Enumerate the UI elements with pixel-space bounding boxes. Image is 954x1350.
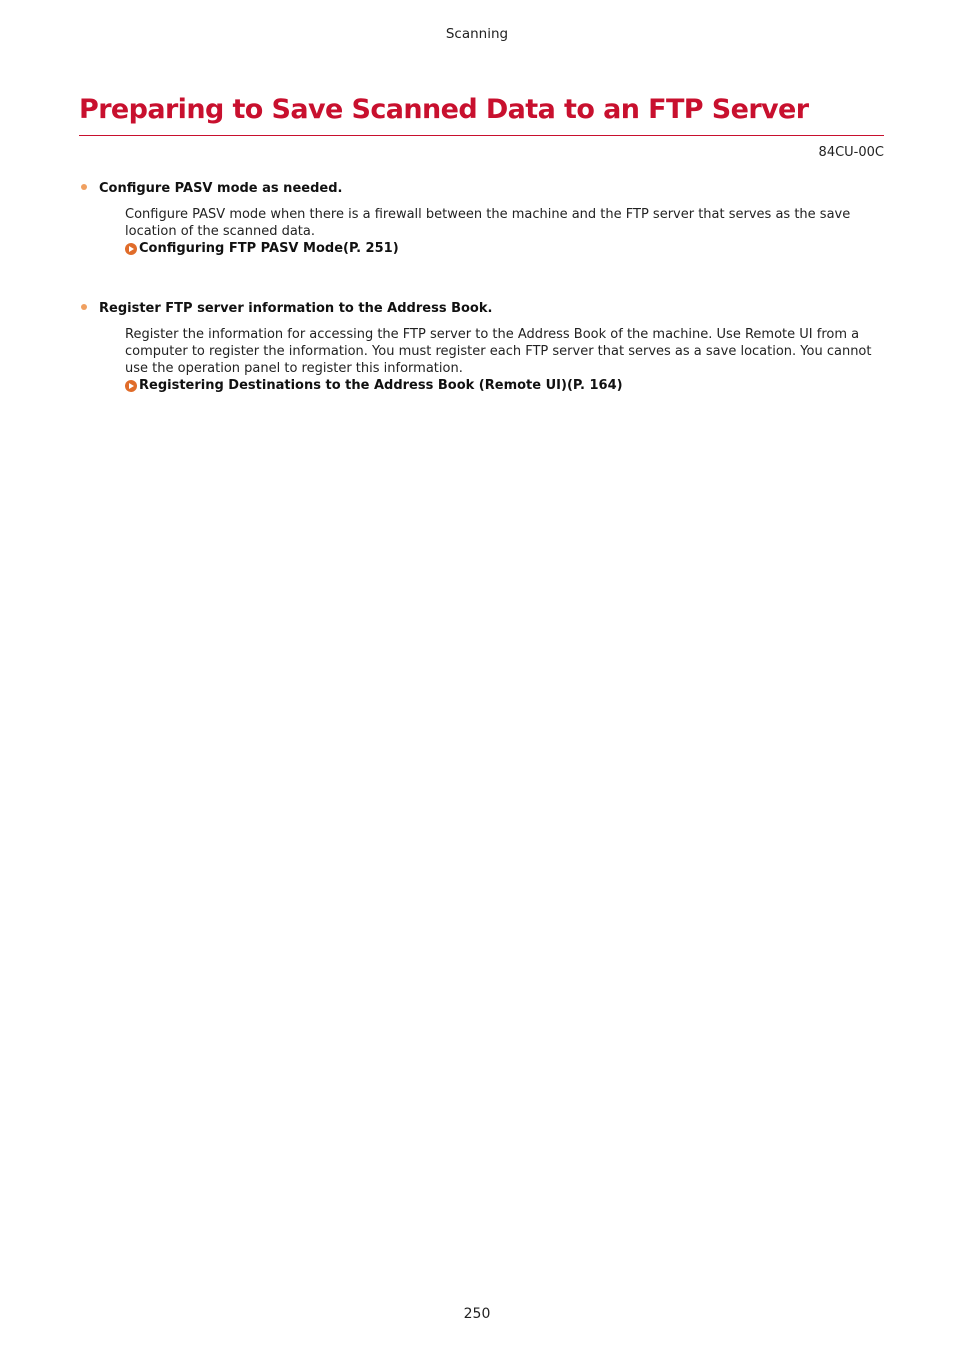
page-number: 250 bbox=[463, 1306, 491, 1322]
running-header: Scanning bbox=[445, 26, 509, 42]
section-description: Register the information for accessing the FTP server to the Address Book of the machine. Use Remote UI from a computer to register the information. You must register each FTP server that serves as a save location. You cannot use the operation panel to register this information. bbox=[125, 327, 872, 376]
section-body bbox=[125, 206, 884, 257]
arrow-circle-icon bbox=[125, 380, 137, 392]
title-underline bbox=[79, 135, 884, 136]
link-label[interactable]: Configuring FTP PASV Mode(P. 251) bbox=[139, 241, 399, 256]
section-body bbox=[125, 326, 884, 394]
cross-reference-link[interactable] bbox=[125, 240, 884, 257]
section-heading: Register FTP server information to the Address Book. bbox=[99, 301, 493, 316]
page-title: Preparing to Save Scanned Data to an FTP Server bbox=[79, 94, 809, 125]
section-heading: Configure PASV mode as needed. bbox=[99, 181, 343, 196]
document-code: 84CU-00C bbox=[818, 145, 884, 160]
section-heading-row bbox=[79, 181, 884, 196]
section-heading-row bbox=[79, 301, 884, 316]
section-description: Configure PASV mode when there is a firewall between the machine and the FTP server that serves as the save location of the scanned data. bbox=[125, 207, 851, 239]
bullet-icon bbox=[81, 304, 87, 310]
section-address-book bbox=[79, 301, 884, 394]
link-label[interactable]: Registering Destinations to the Address Book (Remote UI)(P. 164) bbox=[139, 378, 623, 393]
cross-reference-link[interactable] bbox=[125, 377, 884, 394]
section-pasv bbox=[79, 181, 884, 257]
bullet-icon bbox=[81, 184, 87, 190]
arrow-circle-icon bbox=[125, 243, 137, 255]
